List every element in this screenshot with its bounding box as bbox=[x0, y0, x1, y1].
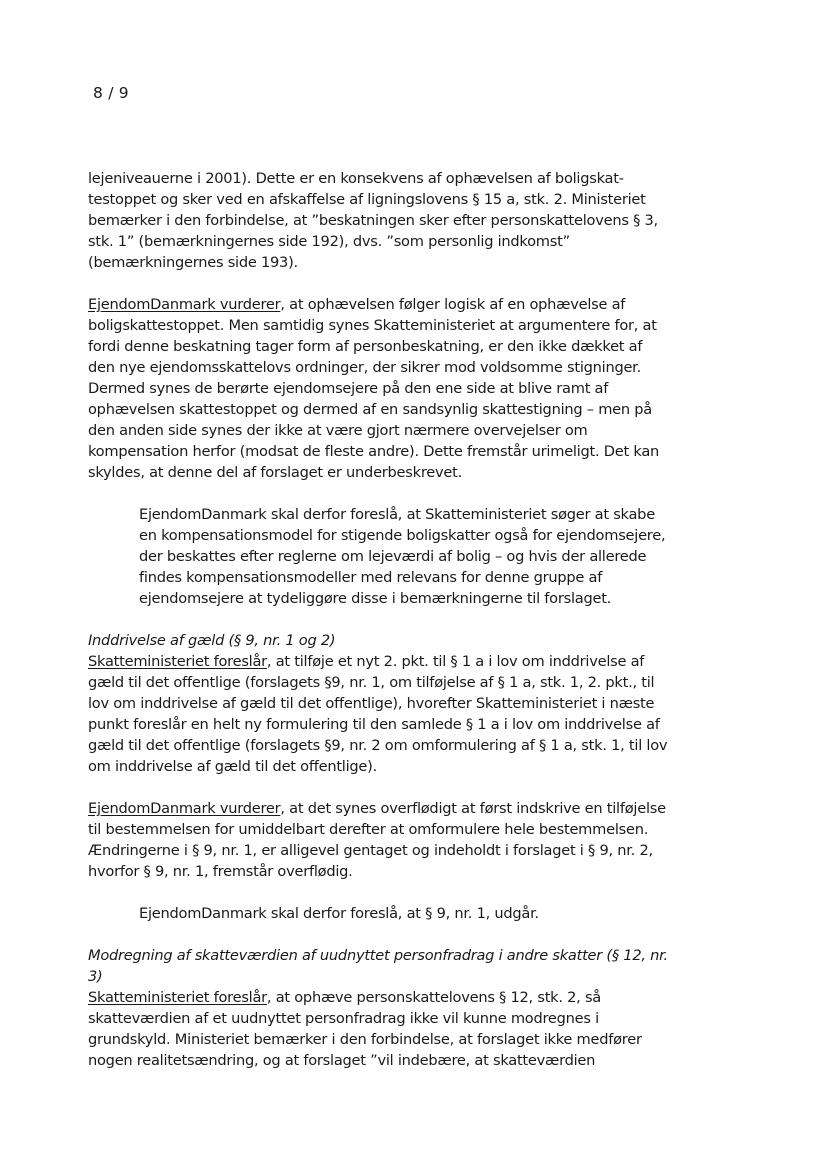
paragraph-ministry bbox=[88, 987, 673, 1071]
underlined-lead: EjendomDanmark vurderer bbox=[88, 800, 281, 817]
paragraph-assessment bbox=[88, 294, 673, 483]
paragraph: lejeniveauerne i 2001). Dette er en konsekvens af ophævelsen af boligskattestoppet og sker ved en afskaffelse af ligningslovens § 15 a, stk. 2. Ministeriet bemærker i den forbindelse, at ”beskatningen sker efter personskattelovens § 3, stk. 1” (bemærkningernes side 192), dvs. ”som personlig indkomst” (bemærkningernes side 193). bbox=[88, 170, 658, 271]
underlined-lead: Skatteministeriet foreslår bbox=[88, 989, 267, 1006]
page-number: 8 / 9 bbox=[93, 84, 129, 102]
proposal-paragraph: EjendomDanmark skal derfor foreslå, at § 9, nr. 1, udgår. bbox=[139, 905, 539, 922]
document-body bbox=[88, 168, 673, 1071]
paragraph-assessment bbox=[88, 798, 673, 882]
underlined-lead: EjendomDanmark vurderer bbox=[88, 296, 281, 313]
paragraph-text: , at tilføje et nyt 2. pkt. til § 1 a i lov om inddrivelse af gæld til det offentlige (forslagets §9, nr. 1, om tilføjelse af § 1 a, stk. 1, 2. pkt., til lov om inddrivelse af gæld til det offentlige), hvorefter Skatteministeriet i næste punkt foreslår en helt ny formulering til den samlede § 1 a i lov om inddrivelse af gæld til det offentlige (forslagets §9, nr. 2 om omformulering af § 1 a, stk. 1, til lov om inddrivelse af gæld til det offentlige). bbox=[88, 653, 668, 775]
section-heading: Modregning af skatteværdien af uudnyttet personfradrag i andre skatter (§ 12, nr. 3) bbox=[88, 947, 668, 985]
underlined-lead: Skatteministeriet foreslår bbox=[88, 653, 267, 670]
paragraph-text: , at ophæve personskattelovens § 12, stk. 2, så skatteværdien af et uudnyttet personfradrag ikke vil kunne modregnes i grundskyld. Ministeriet bemærker i den forbindelse, at forslaget ikke medfører nogen realitetsændring, og at forslaget ”vil indebære, at skatteværdien bbox=[88, 989, 642, 1069]
paragraph-ministry bbox=[88, 651, 673, 777]
proposal-paragraph: EjendomDanmark skal derfor foreslå, at Skatteministeriet søger at skabe en kompensationsmodel for stigende boligskatter også for ejendomsejere, der beskattes efter reglerne om lejeværdi af bolig – og hvis der allerede findes kompensationsmodeller med relevans for denne gruppe af ejendomsejere at tydeliggøre disse i bemærkningerne til forslaget. bbox=[139, 506, 666, 607]
section-heading: Inddrivelse af gæld (§ 9, nr. 1 og 2) bbox=[88, 632, 336, 649]
paragraph-text: , at det synes overflødigt at først indskrive en tilføjelse til bestemmelsen for umiddelbart derefter at omformulere hele bestemmelsen. Ændringerne i § 9, nr. 1, er alligevel gentaget og indeholdt i forslaget i § 9, nr. 2, hvorfor § 9, nr. 1, fremstår overflødig. bbox=[88, 800, 666, 880]
paragraph-text: , at ophævelsen følger logisk af en ophævelse af boligskattestoppet. Men samtidig synes Skatteministeriet at argumentere for, at fordi denne beskatning tager form af personbeskatning, er den ikke dækket af den nye ejendomsskattelovs ordninger, der sikrer mod voldsomme stigninger. Dermed synes de berørte ejendomsejere på den ene side at blive ramt af ophævelsen skattestoppet og dermed af en sandsynlig skattestigning – men på den anden side synes der ikke at være gjort nærmere overvejelser om kompensation herfor (modsat de fleste andre). Dette fremstår urimeligt. Det kan skyldes, at denne del af forslaget er underbeskrevet. bbox=[88, 296, 660, 481]
